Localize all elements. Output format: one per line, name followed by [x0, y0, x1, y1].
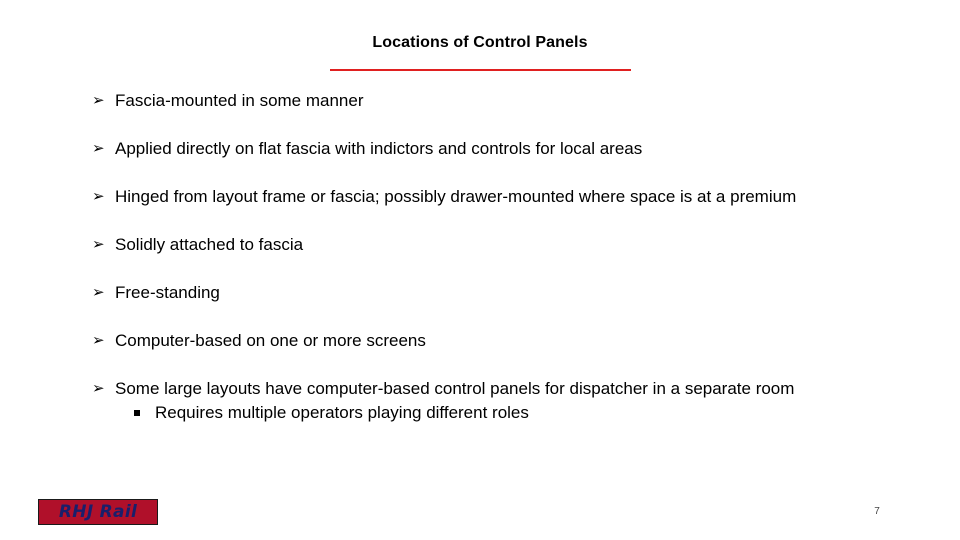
slide-title: Locations of Control Panels: [372, 34, 588, 51]
bullet-item: [92, 89, 932, 113]
bullet-text: Computer-based on one or more screens: [115, 331, 426, 350]
bullet-item: [92, 281, 932, 305]
bullet-text: Hinged from layout frame or fascia; possibly drawer-mounted where space is at a premium: [115, 187, 797, 206]
sub-bullet-text: Requires multiple operators playing different roles: [155, 403, 529, 422]
bullet-item: [92, 185, 932, 209]
sub-bullet-list: [115, 401, 932, 425]
bullet-item: [92, 329, 932, 353]
rhj-rail-logo: [38, 499, 158, 525]
bullet-item: [92, 377, 932, 425]
arrow-bullet-icon: ➢: [92, 332, 105, 349]
title-underline: [330, 69, 631, 71]
bullet-text: Solidly attached to fascia: [115, 235, 304, 254]
arrow-bullet-icon: ➢: [92, 188, 105, 205]
arrow-bullet-icon: ➢: [92, 380, 105, 397]
page-number: 7: [874, 506, 880, 517]
bullet-text: Some large layouts have computer-based control panels for dispatcher in a separate room: [115, 379, 795, 398]
bullet-item: [92, 233, 932, 257]
square-bullet-icon: [134, 410, 140, 416]
arrow-bullet-icon: ➢: [92, 284, 105, 301]
arrow-bullet-icon: ➢: [92, 92, 105, 109]
bullet-text: Applied directly on flat fascia with indictors and controls for local areas: [115, 139, 643, 158]
arrow-bullet-icon: ➢: [92, 236, 105, 253]
bullet-list: [92, 89, 932, 449]
bullet-text: Fascia-mounted in some manner: [115, 91, 364, 110]
bullet-text: Free-standing: [115, 283, 220, 302]
arrow-bullet-icon: ➢: [92, 140, 105, 157]
bullet-item: [92, 137, 932, 161]
sub-bullet-item: [115, 401, 932, 425]
logo-text: RHJ Rail: [58, 502, 138, 522]
